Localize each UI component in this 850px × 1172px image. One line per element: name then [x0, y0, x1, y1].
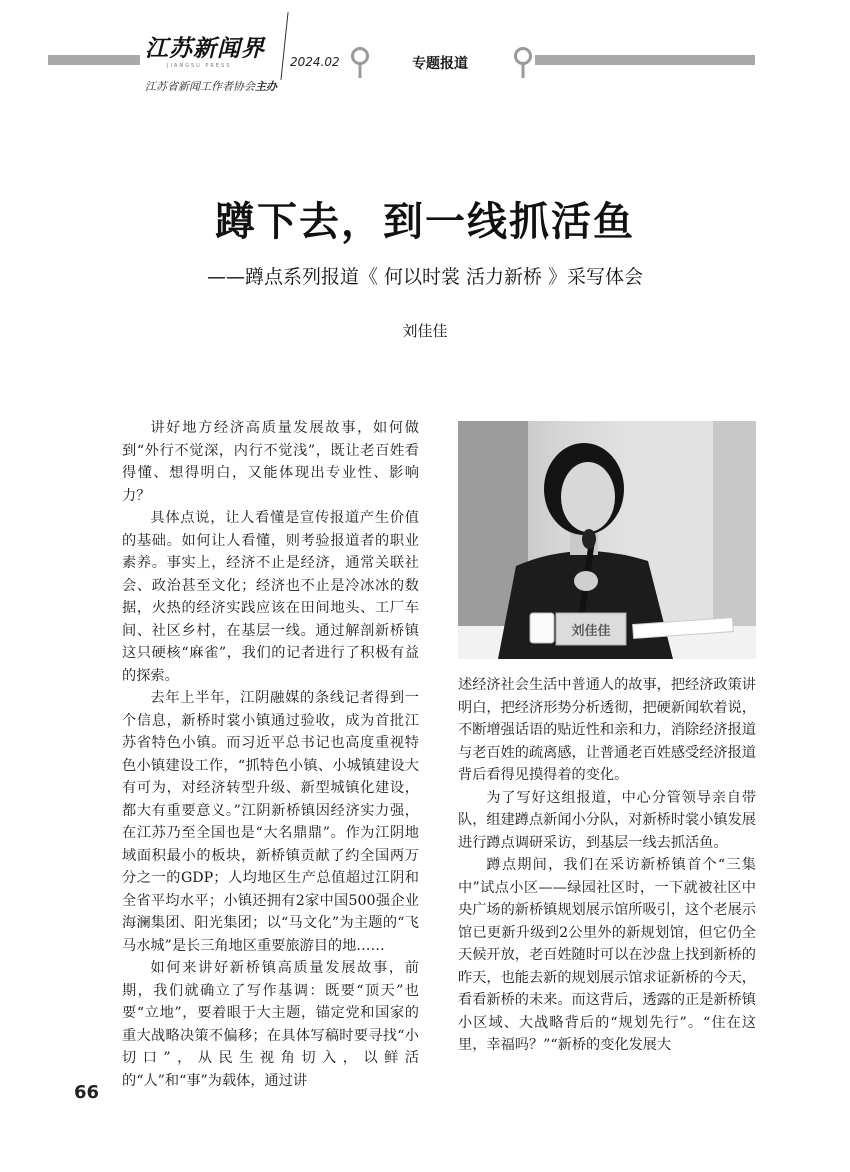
paragraph: 蹲点期间，我们在采访新桥镇首个“三集中”试点小区——绿园社区时，一下就被社区中央广场的新桥镇规划展示馆所吸引，这个老展示馆已更新升级到2公里外的新规划馆，但它仍全天候开放，老百姓随时可以在沙盘上找到新桥的昨天，也能去新的规划展示馆求证新桥的今天，看看新桥的未来。而这背后，透露的正是新桥镇小区域、大战略背后的“规划先行”。“住在这里，幸福吗？”“新桥的变化发展大 — [458, 857, 756, 1053]
paragraph: 具体点说，让人看懂是宣传报道产生价值的基础。如何让人看懂，则考验报道者的职业素养。事实上，经济不止是经济，通常关联社会、政治甚至文化；经济也不止是冷冰冰的数据，火热的经济实践应该在田间地头、工厂车间、社区乡村，在基层一线。通过解剖新桥镇这只硬核“麻雀”，我们的记者进行了积极有益的探索。 — [122, 510, 419, 684]
paragraph: 如何来讲好新桥镇高质量发展故事，前期，我们就确立了写作基调：既要“顶天”也要“立地”，要着眼于大主题，锚定党和国家的重大战略决策不偏移；在具体写稿时要寻找“小切口”，从民生视角切入，以鲜活的“人”和“事”为载体，通过讲 — [122, 960, 419, 1089]
magazine-logo: 江苏新闻界 — [145, 36, 265, 62]
issue-number: 2024.02 — [290, 55, 340, 69]
header-bar-left — [48, 55, 140, 65]
paragraph: 为了写好这组报道，中心分管领导亲自带队，组建蹲点新闻小分队，对新桥时裳小镇发展进行蹲点调研采访，到基层一线去抓活鱼。 — [458, 789, 756, 851]
pin-icon — [512, 46, 534, 80]
article-photo — [458, 421, 756, 659]
paragraph: 去年上半年，江阴融媒的条线记者得到一个信息，新桥时裳小镇通过验收，成为首批江苏省特色小镇。而习近平总书记也高度重视特色小镇建设工作，“抓特色小镇、小城镇建设大有可为，对经济转型升级、新型城镇化建设，都大有重要意义。”江阴新桥镇因经济实力强，在江苏乃至全国也是“大名鼎鼎”。作为江阴地域面积最小的板块，新桥镇贡献了约全国两万分之一的GDP；人均地区生产总值超过江阴和全省平均水平；小镇还拥有2家中国500强企业海澜集团、阳光集团；以“马文化”为主题的“飞马水城”是长三角地区重要旅游目的地…… — [122, 690, 419, 954]
pin-icon — [349, 46, 371, 80]
nameplate-text: 刘佳佳 — [571, 624, 611, 639]
publisher-suffix: 主办 — [255, 80, 277, 93]
header-divider — [280, 12, 288, 80]
section-label: 专题报道 — [412, 56, 468, 72]
article-title: 蹲下去，到一线抓活鱼 — [215, 199, 635, 245]
magazine-logo-en: JIANGSU PRESS — [167, 63, 232, 69]
speaker-photo-icon — [458, 421, 756, 659]
page-number: 66 — [74, 1082, 100, 1103]
publisher-name: 江苏省新闻工作者协会 — [145, 80, 255, 93]
paragraph: 述经济社会生活中普通人的故事，把经济政策讲明白，把经济形势分析透彻，把硬新闻软着说，不断增强话语的贴近性和亲和力，消除经济报道与老百姓的疏离感，让普通老百姓感受经济报道背后看得见摸得着的变化。 — [458, 677, 756, 783]
paragraph: 讲好地方经济高质量发展故事，如何做到“外行不觉深，内行不觉浅”，既让老百姓看得懂、想得明白，又能体现出专业性、影响力？ — [122, 420, 419, 504]
body-column-right — [458, 674, 756, 1057]
header-bar-right — [535, 55, 755, 65]
body-column-left — [122, 417, 419, 1092]
article-subtitle: ——蹲点系列报道《 何以时裳 活力新桥 》采写体会 — [206, 266, 644, 288]
article-author: 刘佳佳 — [402, 322, 448, 340]
publisher — [145, 78, 277, 94]
masthead — [145, 38, 265, 69]
